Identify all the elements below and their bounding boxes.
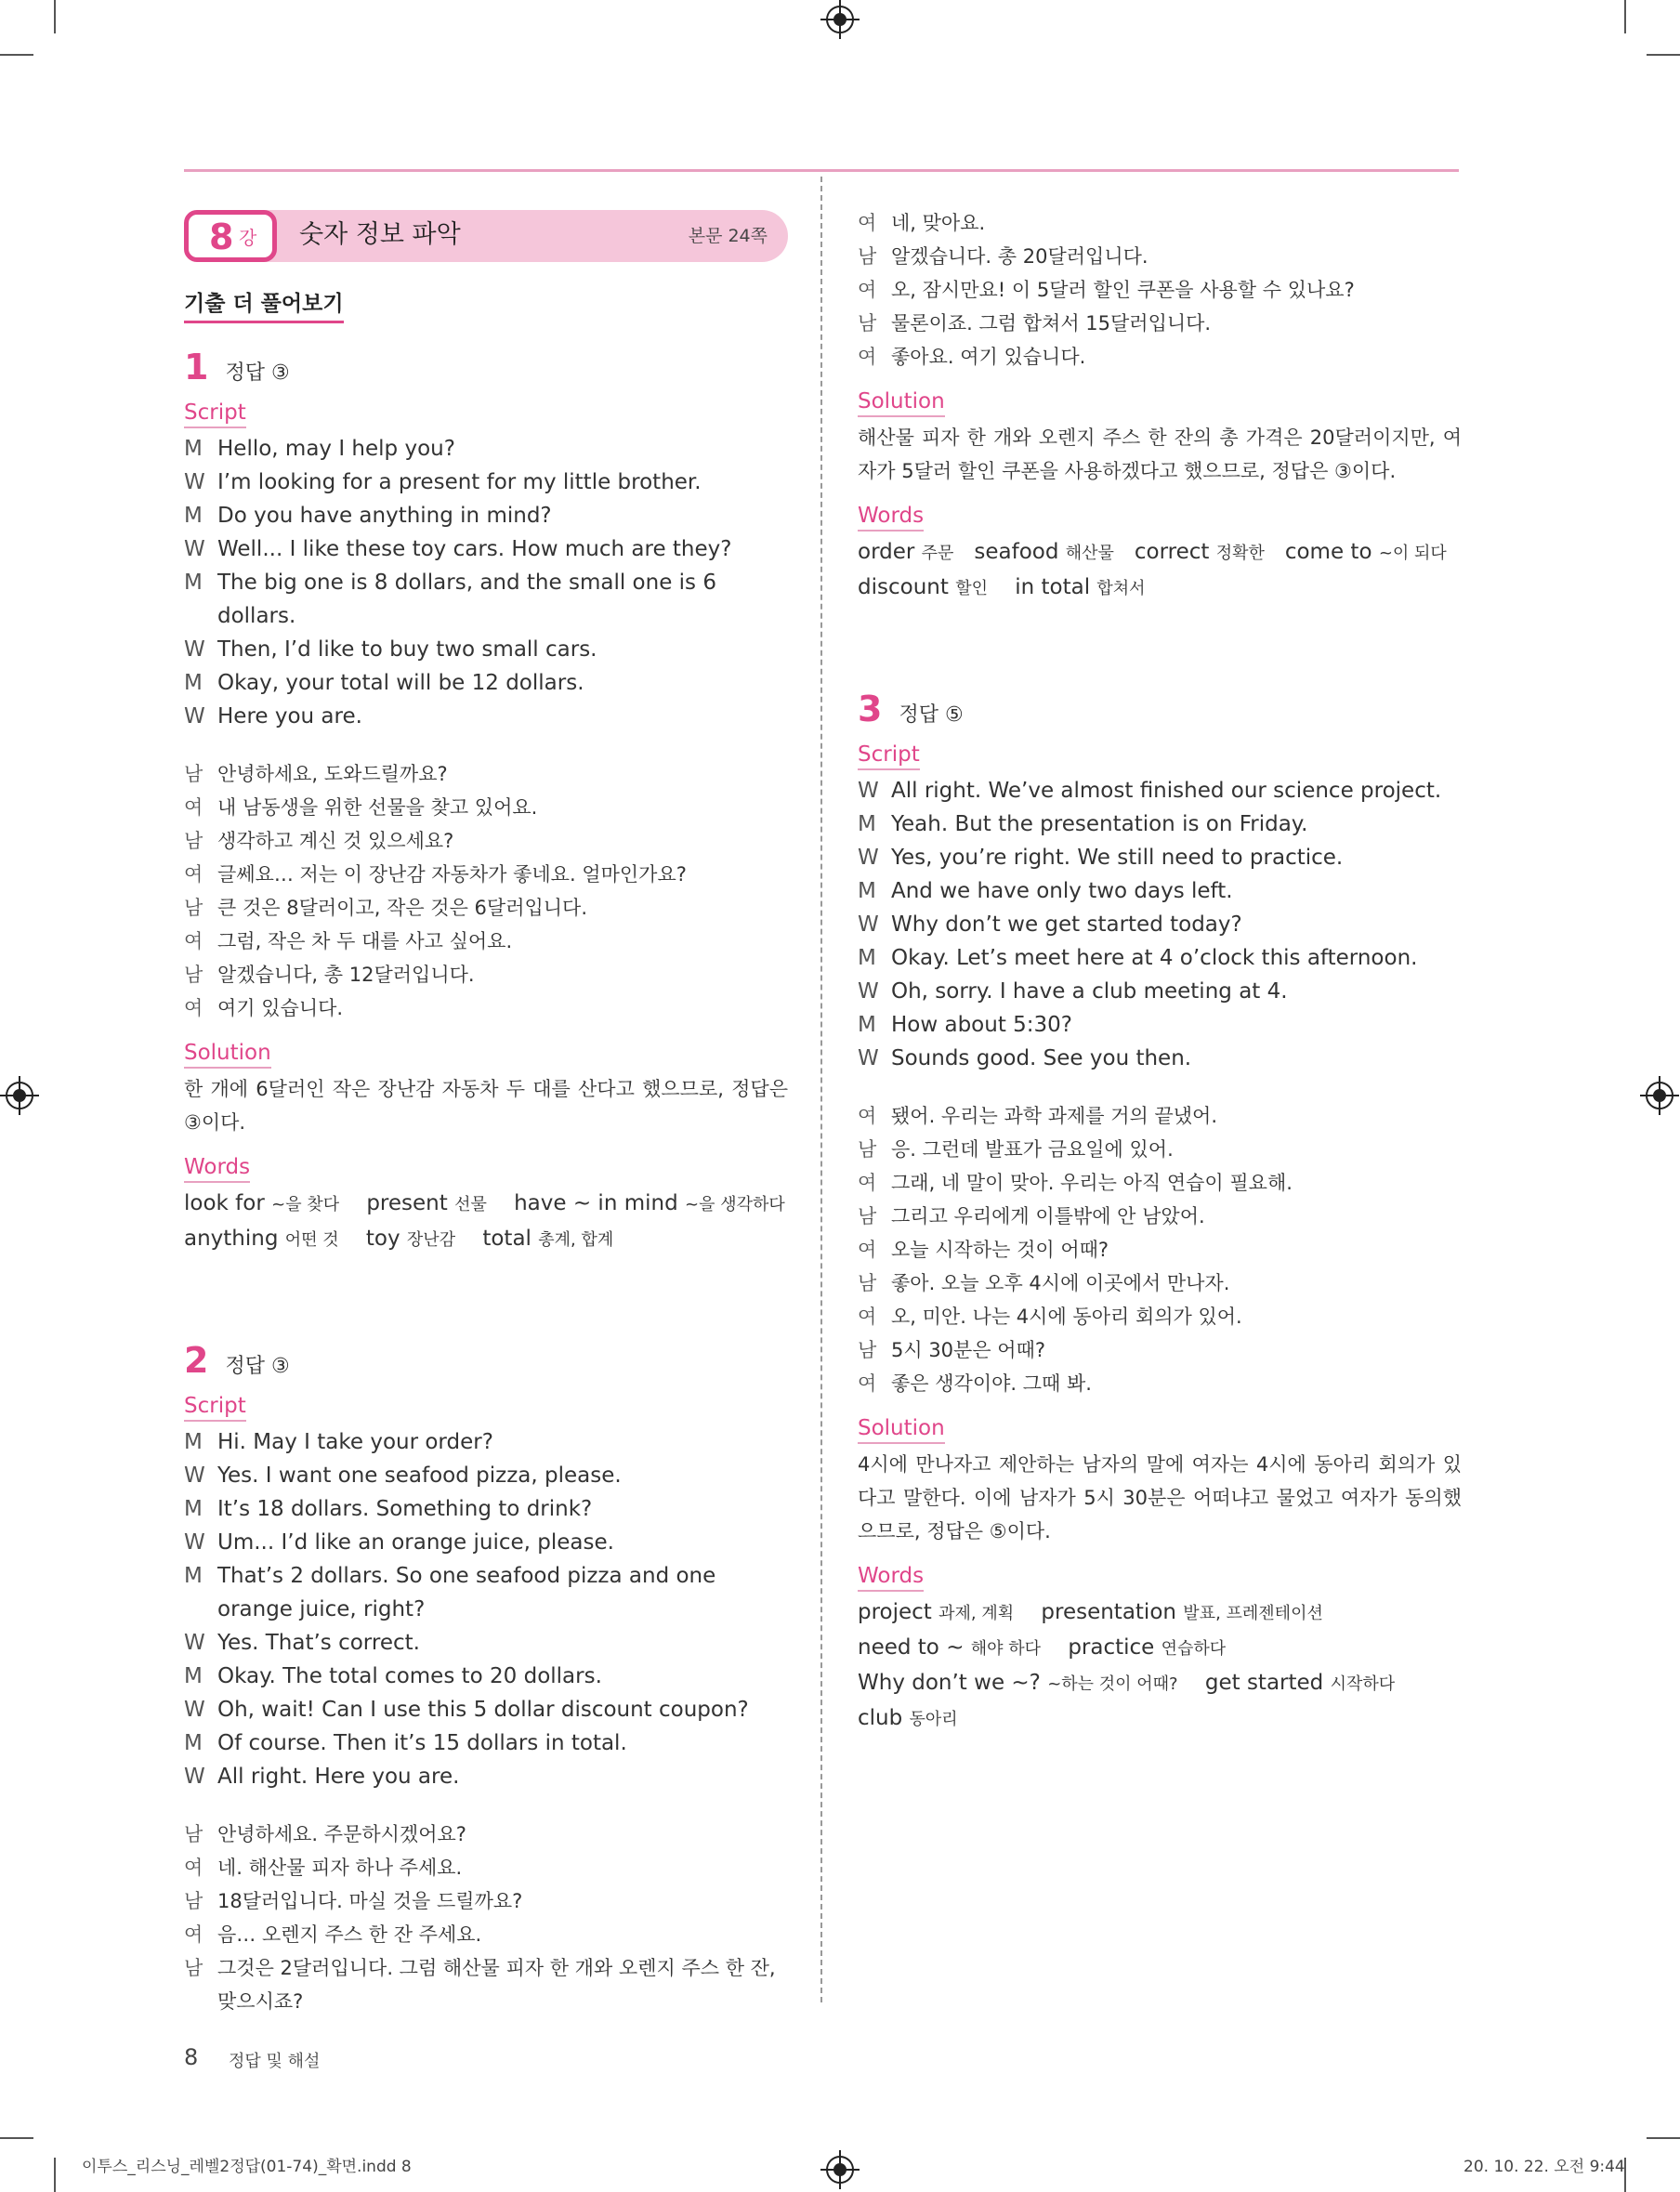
- line-text: 오, 잠시만요! 이 5달러 할인 쿠폰을 사용할 수 있나요?: [891, 279, 1355, 301]
- word-ko: 발표, 프레젠테이션: [1183, 1604, 1323, 1623]
- word-row: [858, 535, 1462, 571]
- word-row: [184, 1187, 788, 1222]
- speaker: 여: [858, 212, 877, 234]
- word-ko: ~을 찾다: [271, 1195, 340, 1214]
- line-text: 내 남동생을 위한 선물을 찾고 있어요.: [217, 796, 538, 819]
- script-lines: [184, 1425, 788, 1793]
- page-reference: 본문 24쪽: [688, 226, 768, 246]
- translation-line: [858, 206, 1462, 240]
- line-text: And we have only two days left.: [891, 879, 1233, 903]
- line-text: 5시 30분은 어때?: [891, 1339, 1046, 1361]
- speaker: W: [184, 704, 205, 728]
- line-text: 좋은 생각이야. 그때 봐.: [891, 1372, 1092, 1395]
- line-text: Then, I’d like to buy two small cars.: [217, 637, 597, 662]
- translation-lines: [184, 757, 788, 1025]
- lesson-badge: [184, 210, 277, 262]
- crop-mark-bottom-left-v: [54, 2158, 56, 2192]
- speaker: M: [184, 1430, 203, 1454]
- word-ko: 과제, 계획: [938, 1604, 1015, 1623]
- word-en: order: [858, 540, 915, 564]
- line-text: Hi. May I take your order?: [217, 1430, 493, 1454]
- speaker: M: [858, 1013, 876, 1037]
- speaker: 남: [858, 312, 877, 335]
- line-text: 알겠습니다, 총 12달러입니다.: [217, 964, 475, 986]
- line-text: 네. 해산물 피자 하나 주세요.: [217, 1857, 463, 1879]
- line-text: 18달러입니다. 마실 것을 드릴까요?: [217, 1890, 523, 1912]
- page-label: 정답 및 해설: [229, 2052, 321, 2071]
- translation-line: [858, 1200, 1462, 1233]
- script-line: [184, 1526, 788, 1559]
- registration-mark-right-icon: [1646, 1082, 1673, 1109]
- script-line: [184, 666, 788, 700]
- word-ko: 주문: [921, 544, 954, 563]
- word-list: [858, 1595, 1462, 1737]
- line-text: 생각하고 계신 것 있으세요?: [217, 830, 454, 852]
- translation-line: [858, 1233, 1462, 1267]
- crop-mark-top-right-v: [1624, 0, 1626, 33]
- line-text: Hello, may I help you?: [217, 437, 455, 461]
- word-en: in total: [1015, 575, 1091, 599]
- script-line: [858, 1042, 1462, 1075]
- line-text: 음… 오렌지 주스 한 잔 주세요.: [217, 1923, 482, 1946]
- word-ko: 정확한: [1215, 544, 1265, 563]
- line-text: Yeah. But the presentation is on Friday.: [891, 812, 1308, 836]
- translation-line: [184, 891, 788, 925]
- translation-line: [858, 340, 1462, 374]
- answer-key: 정답 ⑤: [899, 703, 964, 727]
- script-line: [858, 874, 1462, 908]
- lesson-number: 8: [209, 217, 234, 257]
- word-ko: 할인: [955, 579, 988, 598]
- word-ko: 총계, 합계: [538, 1230, 614, 1250]
- word-en: get started: [1204, 1671, 1324, 1695]
- line-text: 안녕하세요, 도와드릴까요?: [217, 763, 448, 785]
- line-text: Okay, your total will be 12 dollars.: [217, 671, 584, 695]
- speaker: W: [858, 912, 879, 937]
- speaker: W: [858, 846, 879, 870]
- line-text: I’m looking for a present for my little brother.: [217, 470, 702, 494]
- script-label: Script: [184, 1393, 246, 1422]
- translation-lines: [858, 1099, 1462, 1400]
- lesson-banner: [184, 210, 788, 262]
- word-ko: 연습하다: [1161, 1639, 1227, 1659]
- line-text: 알겠습니다. 총 20달러입니다.: [891, 245, 1148, 268]
- speaker: W: [184, 1765, 205, 1789]
- line-text: How about 5:30?: [891, 1013, 1073, 1037]
- speaker: 여: [858, 1306, 877, 1328]
- translation-line: [858, 1166, 1462, 1200]
- question-number: 2: [184, 1340, 209, 1381]
- word-en: discount: [858, 575, 949, 599]
- question-header: [184, 1341, 788, 1380]
- question-3: [858, 689, 1462, 1737]
- speaker: 여: [858, 346, 877, 368]
- line-text: It’s 18 dollars. Something to drink?: [217, 1497, 593, 1521]
- line-text: Okay. The total comes to 20 dollars.: [217, 1664, 602, 1688]
- script-label: Script: [858, 742, 920, 770]
- script-line: [184, 566, 788, 633]
- line-text: All right. Here you are.: [217, 1765, 460, 1789]
- script-line: [858, 975, 1462, 1008]
- crop-mark-bottom-right-h: [1647, 2137, 1680, 2139]
- answer-key: 정답 ③: [225, 361, 290, 385]
- crop-mark-top-left-h: [0, 54, 33, 56]
- question-1: [184, 348, 788, 1257]
- speaker: 여: [184, 930, 203, 952]
- word-ko: 해야 하다: [970, 1639, 1042, 1659]
- speaker: 남: [184, 830, 203, 852]
- question-number: 3: [858, 689, 883, 729]
- column-divider: [820, 177, 822, 2002]
- solution-text: 한 개에 6달러인 작은 장난감 자동차 두 대를 산다고 했으므로, 정답은 ③이다.: [184, 1078, 788, 1134]
- translation-line: [184, 1884, 788, 1918]
- line-text: Do you have anything in mind?: [217, 504, 552, 528]
- speaker: M: [184, 504, 203, 528]
- speaker: 여: [184, 1857, 203, 1879]
- word-ko: 동아리: [909, 1710, 958, 1729]
- solution-label: Solution: [858, 1415, 945, 1444]
- speaker: 남: [184, 1890, 203, 1912]
- line-text: Here you are.: [217, 704, 362, 728]
- words-label: Words: [184, 1154, 250, 1183]
- speaker: M: [184, 671, 203, 695]
- speaker: M: [858, 946, 876, 970]
- section-title: 기출 더 풀어보기: [184, 286, 344, 323]
- speaker: W: [184, 637, 205, 662]
- translation-line: [184, 824, 788, 858]
- translation-lines: [858, 206, 1462, 374]
- script-line: [184, 432, 788, 466]
- solution-text: 해산물 피자 한 개와 오렌지 주스 한 잔의 총 가격은 20달러이지만, 여자가 5달러 할인 쿠폰을 사용하겠다고 했으므로, 정답은 ③이다.: [858, 427, 1462, 482]
- script-lines: [858, 774, 1462, 1075]
- solution-text: 4시에 만나자고 제안하는 남자의 말에 여자는 4시에 동아리 회의가 있다고 말한다. 이에 남자가 5시 30분은 어떠냐고 물었고 여자가 동의했으므로, 정답은 ⑤이다.: [858, 1453, 1462, 1542]
- line-text: 좋아요. 여기 있습니다.: [891, 346, 1086, 368]
- line-text: 네, 맞아요.: [891, 212, 986, 234]
- script-line: [184, 466, 788, 499]
- speaker: M: [184, 1564, 203, 1588]
- line-text: 그럼, 작은 차 두 대를 사고 싶어요.: [217, 930, 513, 952]
- word-en: present: [366, 1191, 448, 1215]
- word-ko: 장난감: [406, 1230, 456, 1250]
- word-ko: 어떤 것: [284, 1230, 339, 1250]
- translation-line: [858, 307, 1462, 340]
- word-en: come to: [1284, 540, 1372, 564]
- word-list: [858, 535, 1462, 606]
- speaker: 남: [184, 1957, 203, 1979]
- question-header: [858, 689, 1462, 728]
- line-text: 큰 것은 8달러이고, 작은 것은 6달러입니다.: [217, 897, 588, 919]
- speaker: 남: [858, 1339, 877, 1361]
- word-list: [184, 1187, 788, 1257]
- crop-mark-top-left-v: [54, 0, 56, 33]
- speaker: W: [184, 1698, 205, 1722]
- speaker: W: [858, 1046, 879, 1070]
- line-text: 물론이죠. 그럼 합쳐서 15달러입니다.: [891, 312, 1212, 335]
- script-line: [184, 700, 788, 733]
- crop-mark-top-right-h: [1647, 54, 1680, 56]
- word-en: seafood: [974, 540, 1059, 564]
- script-line: [184, 1425, 788, 1459]
- translation-line: [184, 991, 788, 1025]
- speaker: 여: [184, 997, 203, 1019]
- translation-line: [184, 925, 788, 958]
- script-line: [184, 532, 788, 566]
- speaker: 남: [858, 1205, 877, 1227]
- speaker: 여: [184, 1923, 203, 1946]
- speaker: 여: [184, 796, 203, 819]
- speaker: W: [184, 1631, 205, 1655]
- file-slug: 이투스_리스닝_레벨2정답(01-74)_확면.indd 8: [82, 2158, 412, 2176]
- line-text: Oh, wait! Can I use this 5 dollar discount coupon?: [217, 1698, 749, 1722]
- line-text: Sounds good. See you then.: [891, 1046, 1192, 1070]
- translation-line: [184, 858, 788, 891]
- word-en: project: [858, 1600, 932, 1624]
- page-number: 8: [184, 2044, 199, 2070]
- translation-line: [858, 1133, 1462, 1166]
- line-text: The big one is 8 dollars, and the small one is 6 dollars.: [217, 571, 716, 628]
- line-text: That’s 2 dollars. So one seafood pizza and one orange juice, right?: [217, 1564, 716, 1621]
- word-row: [858, 1595, 1462, 1631]
- word-ko: 선물: [454, 1195, 487, 1214]
- words-label: Words: [858, 1563, 924, 1592]
- word-ko: 합쳐서: [1096, 579, 1146, 598]
- translation-line: [184, 1918, 788, 1951]
- line-text: Yes. I want one seafood pizza, please.: [217, 1464, 622, 1488]
- speaker: M: [184, 1497, 203, 1521]
- speaker: W: [184, 537, 205, 561]
- speaker: M: [184, 571, 203, 595]
- header-rule: [184, 169, 1459, 172]
- registration-mark-left-icon: [6, 1082, 33, 1109]
- speaker: W: [184, 1464, 205, 1488]
- translation-lines: [184, 1818, 788, 2018]
- translation-line: [184, 1851, 788, 1884]
- speaker: W: [858, 979, 879, 1004]
- word-en: Why don’t we ~?: [858, 1671, 1041, 1695]
- question-number: 1: [184, 347, 209, 387]
- word-en: have ~ in mind: [514, 1191, 678, 1215]
- script-line: [184, 1559, 788, 1626]
- right-column: [858, 206, 1462, 1737]
- left-column: [184, 210, 788, 2018]
- word-en: look for: [184, 1191, 265, 1215]
- script-line: [184, 1726, 788, 1760]
- speaker: 남: [184, 1823, 203, 1845]
- translation-line: [858, 273, 1462, 307]
- registration-mark-bottom-icon: [826, 2156, 854, 2184]
- question-2-continued: [858, 206, 1462, 606]
- line-text: Um... I’d like an orange juice, please.: [217, 1530, 614, 1555]
- speaker: 남: [184, 897, 203, 919]
- speaker: 여: [858, 1372, 877, 1395]
- solution-label: Solution: [184, 1040, 271, 1069]
- word-ko: 해산물: [1065, 544, 1114, 563]
- word-en: need to ~: [858, 1635, 965, 1660]
- word-row: [858, 1666, 1462, 1701]
- registration-mark-top-icon: [826, 6, 854, 33]
- line-text: Of course. Then it’s 15 dollars in total.: [217, 1731, 627, 1755]
- word-en: presentation: [1041, 1600, 1176, 1624]
- lesson-topic: 숫자 정보 파악: [299, 220, 461, 249]
- translation-line: [184, 958, 788, 991]
- line-text: Oh, sorry. I have a club meeting at 4.: [891, 979, 1288, 1004]
- line-text: Well... I like these toy cars. How much are they?: [217, 537, 732, 561]
- script-line: [184, 1660, 788, 1693]
- speaker: 남: [858, 245, 877, 268]
- word-en: anything: [184, 1227, 279, 1251]
- speaker: 여: [858, 1172, 877, 1194]
- script-line: [184, 1626, 788, 1660]
- script-line: [858, 774, 1462, 807]
- translation-line: [184, 757, 788, 791]
- translation-line: [858, 1099, 1462, 1133]
- words-label: Words: [858, 503, 924, 532]
- line-text: 그리고 우리에게 이틀밖에 안 남았어.: [891, 1205, 1205, 1227]
- word-en: club: [858, 1706, 903, 1730]
- question-header: [184, 348, 788, 387]
- line-text: Okay. Let’s meet here at 4 o’clock this afternoon.: [891, 946, 1418, 970]
- word-en: total: [482, 1227, 532, 1251]
- word-en: toy: [365, 1227, 400, 1251]
- script-line: [184, 1760, 788, 1793]
- speaker: 여: [858, 1105, 877, 1127]
- solution-label: Solution: [858, 388, 945, 417]
- line-text: 오, 미안. 나는 4시에 동아리 회의가 있어.: [891, 1306, 1242, 1328]
- script-line: [184, 1492, 788, 1526]
- line-text: 응. 그런데 발표가 금요일에 있어.: [891, 1138, 1174, 1161]
- speaker: 남: [858, 1272, 877, 1294]
- line-text: All right. We’ve almost finished our science project.: [891, 779, 1442, 803]
- translation-line: [184, 1951, 788, 2018]
- word-row: [184, 1222, 788, 1257]
- script-line: [858, 841, 1462, 874]
- translation-line: [858, 240, 1462, 273]
- script-line: [858, 807, 1462, 841]
- script-line: [858, 1008, 1462, 1042]
- speaker: M: [184, 1664, 203, 1688]
- script-label: Script: [184, 400, 246, 428]
- word-row: [858, 571, 1462, 606]
- line-text: 그래, 네 말이 맞아. 우리는 아직 연습이 필요해.: [891, 1172, 1293, 1194]
- line-text: 여기 있습니다.: [217, 997, 344, 1019]
- print-timestamp: 20. 10. 22. 오전 9:44: [1463, 2158, 1625, 2176]
- speaker: 남: [184, 763, 203, 785]
- script-line: [184, 1459, 788, 1492]
- line-text: Yes. That’s correct.: [217, 1631, 420, 1655]
- question-2: [184, 1341, 788, 2018]
- speaker: 남: [858, 1138, 877, 1161]
- word-ko: ~을 생각하다: [685, 1195, 785, 1214]
- script-line: [184, 499, 788, 532]
- speaker: 여: [184, 863, 203, 886]
- speaker: 남: [184, 964, 203, 986]
- line-text: 오늘 시작하는 것이 어때?: [891, 1239, 1109, 1261]
- translation-line: [858, 1300, 1462, 1333]
- translation-line: [184, 1818, 788, 1851]
- script-line: [184, 633, 788, 666]
- word-row: [858, 1701, 1462, 1737]
- word-row: [858, 1631, 1462, 1666]
- script-line: [858, 908, 1462, 941]
- line-text: 글쎄요… 저는 이 장난감 자동차가 좋네요. 얼마인가요?: [217, 863, 687, 886]
- speaker: M: [184, 437, 203, 461]
- speaker: M: [184, 1731, 203, 1755]
- speaker: W: [184, 470, 205, 494]
- speaker: M: [858, 879, 876, 903]
- word-ko: ~이 되다: [1378, 544, 1447, 563]
- line-text: 그것은 2달러입니다. 그럼 해산물 피자 한 개와 오렌지 주스 한 잔, 맞으시죠?: [217, 1957, 776, 2013]
- line-text: 좋아. 오늘 오후 4시에 이곳에서 만나자.: [891, 1272, 1230, 1294]
- lesson-suffix: 강: [239, 227, 257, 249]
- script-line: [858, 941, 1462, 975]
- translation-line: [858, 1367, 1462, 1400]
- speaker: 여: [858, 1239, 877, 1261]
- translation-line: [858, 1333, 1462, 1367]
- speaker: M: [858, 812, 876, 836]
- translation-line: [184, 791, 788, 824]
- line-text: 안녕하세요. 주문하시겠어요?: [217, 1823, 466, 1845]
- script-line: [184, 1693, 788, 1726]
- word-en: correct: [1134, 540, 1210, 564]
- script-lines: [184, 432, 788, 733]
- crop-mark-bottom-left-h: [0, 2137, 33, 2139]
- word-en: practice: [1068, 1635, 1155, 1660]
- speaker: W: [184, 1530, 205, 1555]
- word-ko: 시작하다: [1330, 1674, 1396, 1694]
- translation-line: [858, 1267, 1462, 1300]
- answer-key: 정답 ③: [225, 1355, 290, 1378]
- line-text: 됐어. 우리는 과학 과제를 거의 끝냈어.: [891, 1105, 1218, 1127]
- speaker: W: [858, 779, 879, 803]
- line-text: Yes, you’re right. We still need to practice.: [891, 846, 1344, 870]
- speaker: 여: [858, 279, 877, 301]
- word-ko: ~하는 것이 어때?: [1047, 1674, 1178, 1694]
- line-text: Why don’t we get started today?: [891, 912, 1242, 937]
